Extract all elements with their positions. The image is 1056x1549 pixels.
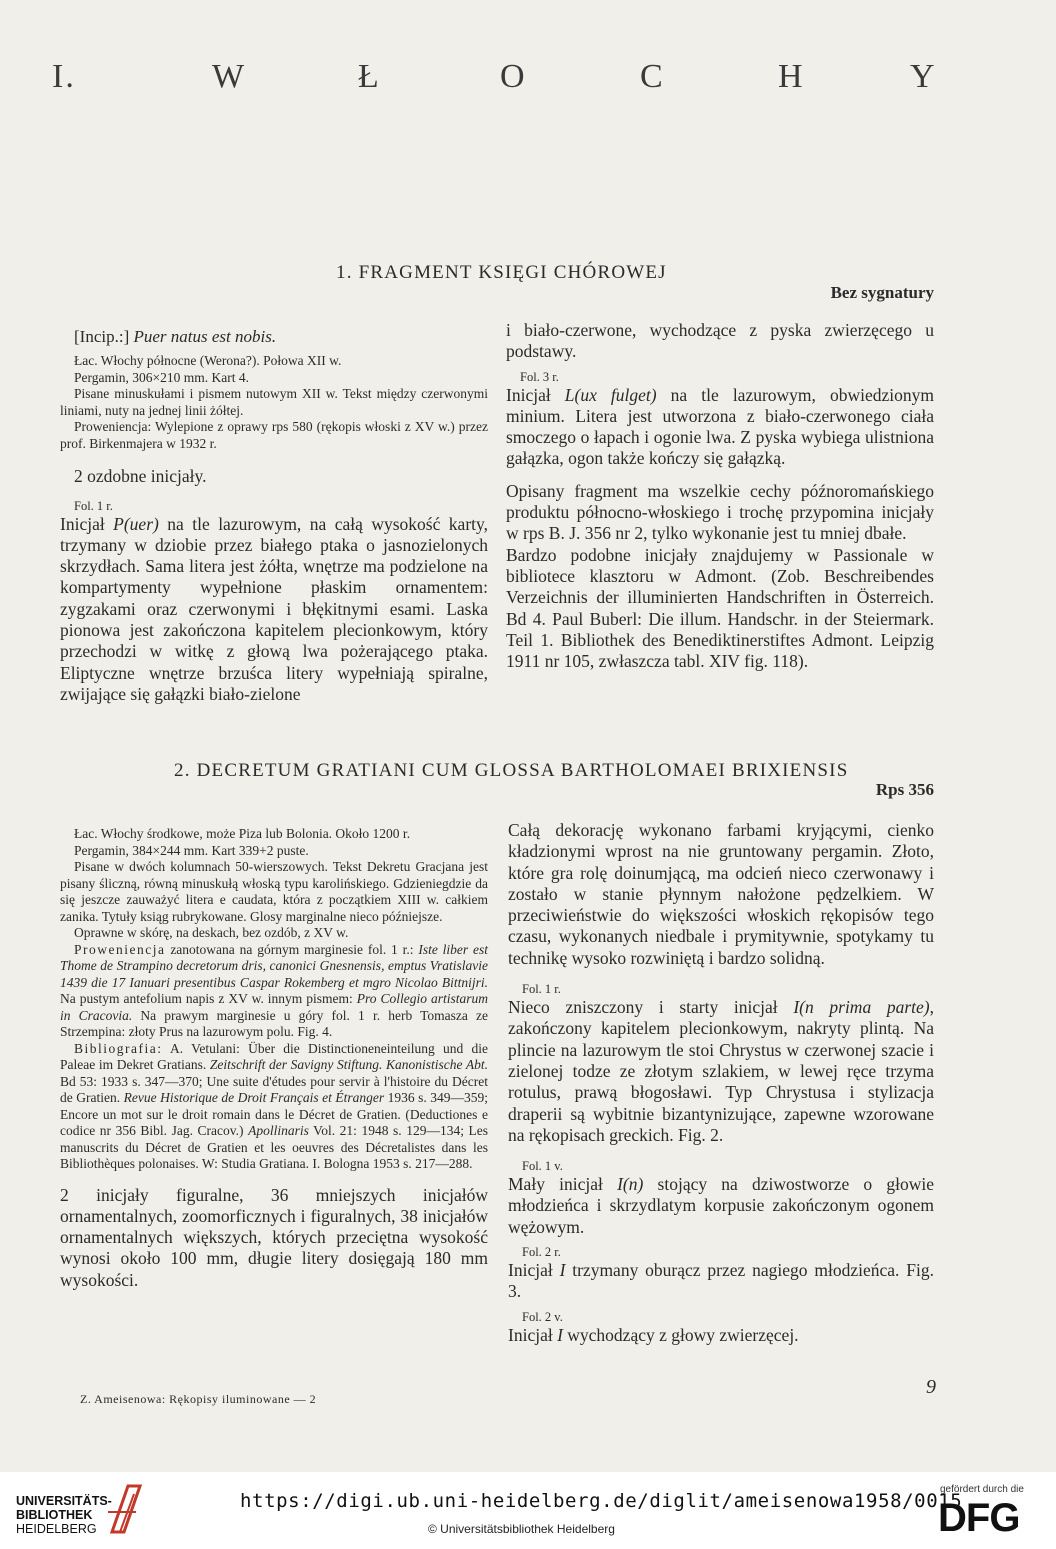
paragraph: Inicjał I wychodzący z głowy zwierzęcej. (508, 1324, 799, 1345)
section-1-right-column (506, 320, 934, 672)
paragraph: Całą dekorację wykonano farbami kryjącymi, cienko kładzionymi wprost na nie gruntowany pergamin. Złoto, które gra rolę doinumjącą, ma odcień nieco czerwonawy i zostało w stanie płynnym nałożone pędzelkiem. W przeciwieństwie do większości włoskich rękopisów tego czasu, wykonanych niedbale i prymitywnie, spotykamy tu technikę wysoko rozwiniętą i bardzo solidną. (508, 820, 934, 968)
heading-letter: C (640, 58, 665, 95)
paragraph: Inicjał I trzymany oburącz przez nagiego młodzieńca. Fig. 3. (508, 1260, 934, 1302)
paragraph: Mały inicjał I(n) stojący na dziwostworze o głowie młodzieńca i skrzydlatym korpusie zakończonym ogonem wężowym. (508, 1174, 934, 1237)
funding-note: gefördert durch die (940, 1484, 1024, 1495)
folio-label: Fol. 1 v. (522, 1159, 563, 1174)
page-number: 9 (926, 1376, 936, 1398)
heading-letter: Y (910, 58, 937, 95)
meta-line: Oprawne w skórę, na deskach, bez ozdób, z XV w. (74, 925, 349, 940)
section-2-initials-count: 2 inicjały figuralne, 36 mniejszych inicjałów ornamentalnych, zoomorficznych i figuralnych, 38 inicjałów ornamentalnych większych, których przeciętna wysokość wynosi około 100 mm, długie litery dosięgają 180 mm wysokości. (60, 1184, 488, 1290)
viewer-footer (0, 1472, 1056, 1549)
section-1-left-column (60, 326, 488, 705)
permalink-url[interactable]: https://digi.ub.uni-heidelberg.de/diglit/ameisenowa1958/0015 (240, 1490, 963, 1512)
section-1-meta (60, 353, 488, 452)
library-name: UNIVERSITÄTS- BIBLIOTHEK HEIDELBERG (16, 1494, 112, 1536)
paragraph: Inicjał P(uer) na tle lazurowym, na całą wysokość karty, trzymany w dziobie przez białego ptaka o jasnozielonych skrzydłach. Sama litera jest żółta, wnętrze ma podzielone na kompartymenty wypełnione płaskim ornamentem: zygzakami oraz czerwonymi i błękitnymi esami. Laska pionowa jest zakończona kapitelem plecionkowym, który przechodzi w witkę z głową lwa pożerającego ptaka. Eliptyczne wnętrze brzuśca litery wypełniają spiralne, zwijające się gałązki biało-zielone (60, 513, 488, 704)
folio-label: Fol. 1 r. (74, 498, 113, 513)
meta-line: Pergamin, 306×210 mm. Kart 4. (74, 369, 249, 385)
chapter-heading (0, 58, 1056, 98)
meta-line: Łac. Włochy północne (Werona?). Połowa XII w. (74, 353, 342, 369)
section-2-meta (60, 826, 488, 1173)
heading-letter: O (500, 58, 527, 95)
copyright-notice: © Universitätsbibliothek Heidelberg (428, 1522, 615, 1536)
paragraph: Bardzo podobne inicjały znajdujemy w Passionale w bibliotece klasztoru w Admont. (Zob. Beschreibendes Verzeichnis der illuminierten Handschriften in Österreich. Bd 4. Paul Buberl: Die illum. Handschr. in der Steiermark. Teil 1. Bibliothek des Benediktinerstiftes Admont. Leipzig 1911 nr 105, zwłaszcza tabl. XIV fig. 118). (506, 544, 934, 672)
meta-line: Pergamin, 384×244 mm. Kart 339+2 puste. (74, 842, 309, 858)
signature-footnote: Z. Ameisenowa: Rękopisy iluminowane — 2 (80, 1392, 317, 1406)
meta-line: Pisane minuskułami i pismem nutowym XII w. Tekst między czerwonymi liniami, nuty na jednej linii żółtej. (60, 386, 488, 418)
heading-letter: H (778, 58, 805, 95)
section-2-right-column (508, 820, 934, 1346)
meta-line: Proweniencja: Wylepione z oprawy rps 580 (rękopis włoski z XV w.) przez prof. Birkenmajera w 1932 r. (60, 419, 488, 451)
paragraph: Nieco zniszczony i starty inicjał I(n prima parte), zakończony kapitelem plecionkowym, nakryty plintą. Na plincie na lazurowym tle stoi Chrystus w czerwonej szacie i zielonej todze ze złotym szlakiem, w lewej ręce trzyma rotulus, prawą błogosławi. Typ Chrystusa i stylizacja draperii są wybitnie bizantynizujące, zapewne wzorowane na rękopisach greckich. Fig. 2. (508, 997, 934, 1145)
folio-label: Fol. 1 r. (522, 982, 561, 997)
incipit: [Incip.:] Puer natus est nobis. (74, 327, 277, 346)
folio-label: Fol. 2 v. (522, 1309, 563, 1324)
section-1-signature: Bez sygnatury (830, 283, 934, 302)
dfg-logo: DFG (938, 1496, 1020, 1540)
heading-letter: W (212, 58, 247, 95)
bibliography: Bibliografia: A. Vetulani: Über die Distinctioneneinteilung und die Paleae im Dekret Gratians. Zeitschrift der Savigny Stiftung. Kanonistische Abt. Bd 53: 1933 s. 347—370; Une suite d'études pour servir à l'histoire du Décret de Gratien. Revue Historique de Droit Français et Étranger 1936 s. 349—359; Encore un mot sur le droit romain dans le Décret de Gratien. (Deductiones e codice nr 356 Bibl. Jag. Cracov.) Apollinaris Vol. 21: 1948 s. 129—134; Les manuscrits du Décret de Gratien et les oeuvres des Décretalistes dans les Bibliothèques polonaises. W: Studia Gratiana. I. Bologna 1953 s. 217—288. (60, 1040, 489, 1171)
section-1-title: 1. FRAGMENT KSIĘGI CHÓROWEJ (336, 262, 667, 283)
section-1-initials-count: 2 ozdobne inicjały. (74, 466, 207, 487)
heading-letter: I. (52, 58, 76, 95)
section-2-signature: Rps 356 (875, 780, 934, 799)
section-2-left-column (60, 826, 488, 1291)
meta-line: Łac. Włochy środkowe, może Piza lub Bolonia. Około 1200 r. (74, 826, 411, 841)
folio-label: Fol. 2 r. (522, 1245, 561, 1260)
meta-line: Pisane w dwóch kolumnach 50-wierszowych. Tekst Dekretu Gracjana jest pisany śliczną, równą minuskułą włoską typu karolińskiego. Gdzieniegdzie da się jeszcze zauważyć litera e caudata, która z początkiem XIII w. całkiem zanika. Tytuły ksiąg rubrykowane. Glosy marginalne nieco późniejsze. (60, 859, 488, 924)
folio-label: Fol. 3 r. (520, 369, 559, 384)
library-logo-icon (106, 1482, 146, 1538)
section-2-title: 2. DECRETUM GRATIANI CUM GLOSSA BARTHOLOMAEI BRIXIENSIS (174, 760, 849, 781)
paragraph: Inicjał L(ux fulget) na tle lazurowym, obwiedzionym minium. Litera jest utworzona z biało-czerwonego ciała smoczego o łapach i ogonie lwa. Z pyska wybiega ulistniona gałązka, ogon także kończy się gałązką. (506, 384, 934, 469)
heading-letter: Ł (358, 58, 381, 95)
paragraph: Opisany fragment ma wszelkie cechy późnoromańskiego produktu północno-włoskiego i trochę przypomina inicjały w rps B. J. 356 nr 2, tylko wykonanie jest tu mniej dbałe. (506, 480, 934, 544)
paragraph: i biało-czerwone, wychodzące z pyska zwierzęcego u podstawy. (506, 320, 934, 362)
provenance: Proweniencja zanotowana na górnym marginesie fol. 1 r.: Iste liber est Thome de Strampino decretorum dris, canonici Gnesnensis, emptus Vratislavie 1439 die 17 Ianuari presentibus Caspar Rokemberg et mgro Nicolao Bittnijri. Na pustym antefolium napis z XV w. innym pismem: Pro Collegio artistarum in Cracovia. Na prawym marginesie u góry fol. 1 r. herb Tomasza ze Strzempina: złoty Prus na lazurowym polu. Fig. 4. (60, 941, 489, 1039)
